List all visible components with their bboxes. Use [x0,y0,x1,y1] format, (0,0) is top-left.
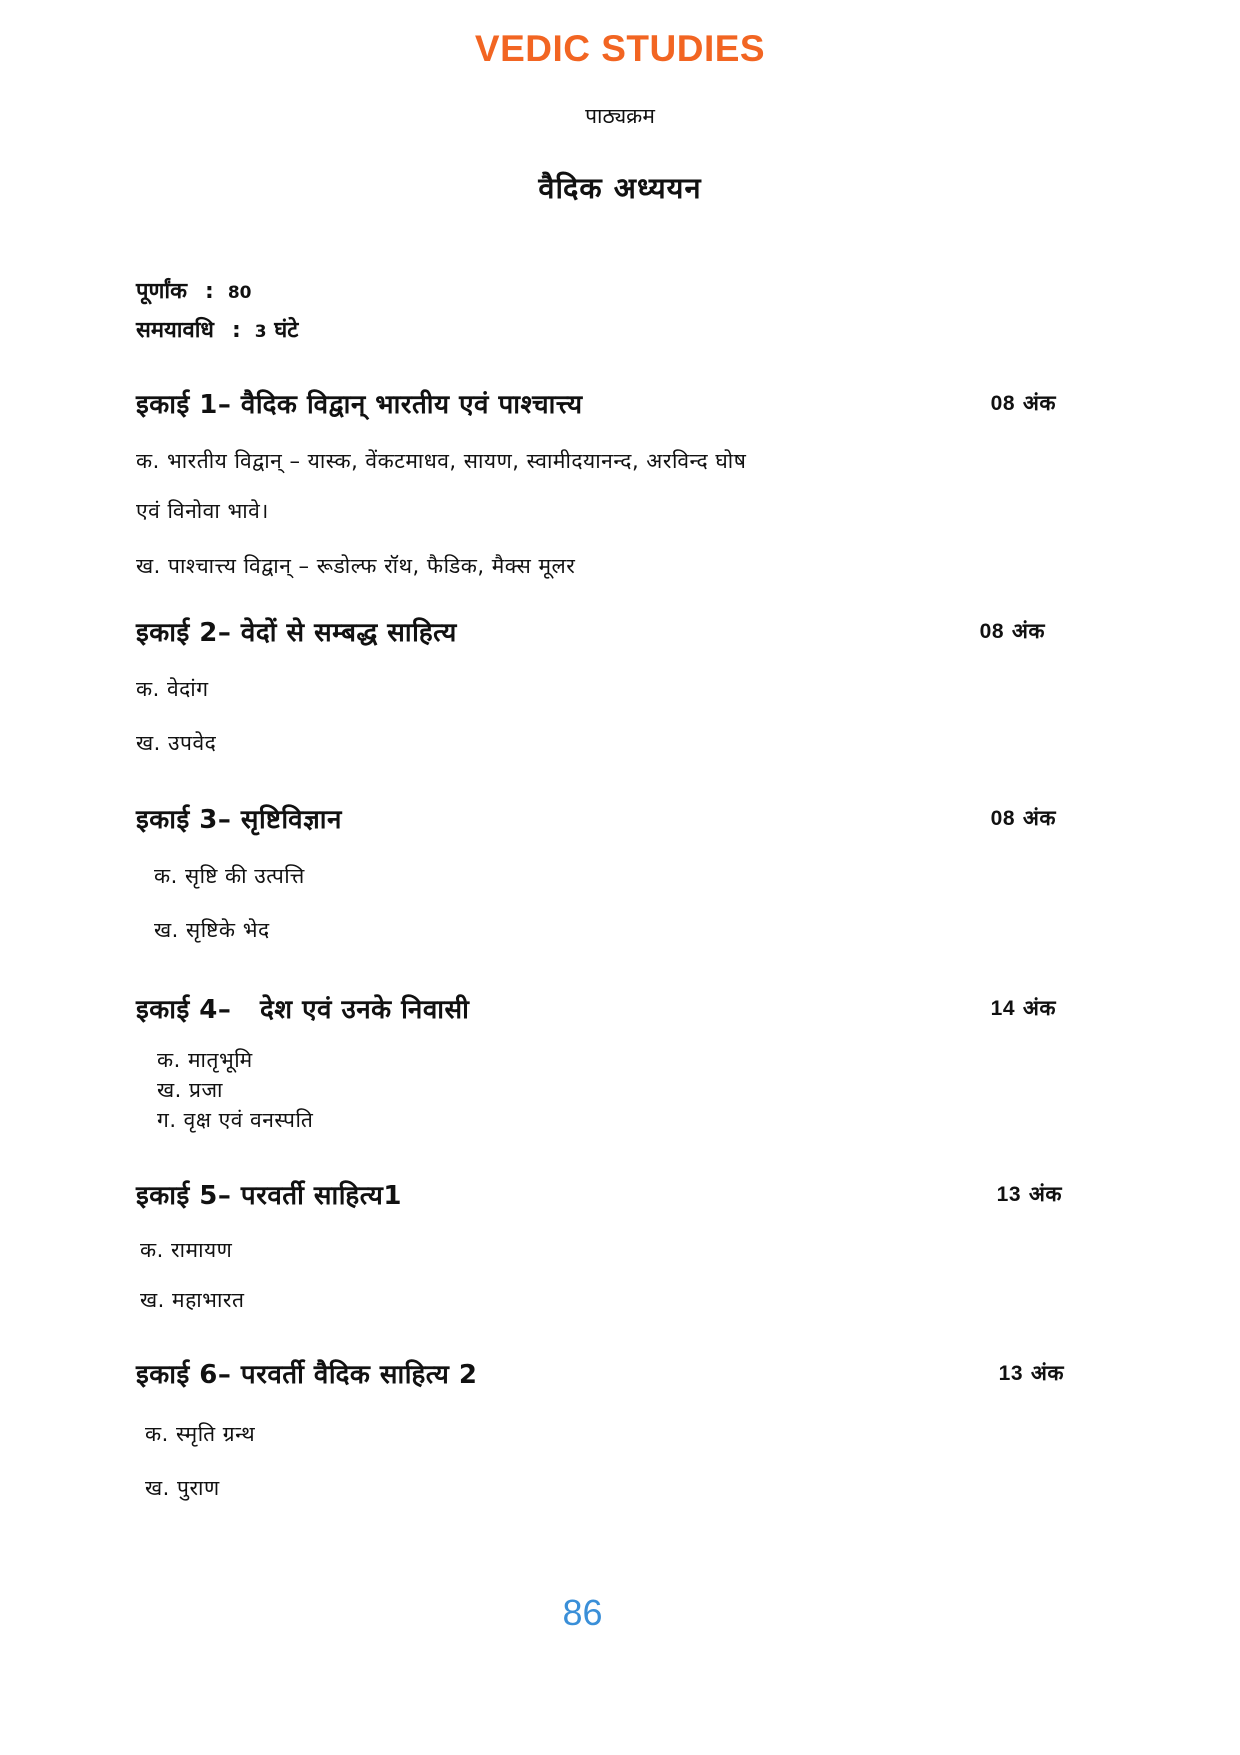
unit-1-title: इकाई 1– वैदिक विद्वान् भारतीय एवं पाश्चात्त्य [136,390,583,420]
page-number: 86 [562,1592,603,1633]
full-marks-value: 80 [227,283,252,303]
unit-3-marks-unit: अंक [1022,806,1056,830]
unit-2-marks-value: 08 [979,620,1005,643]
unit-3-marks [991,804,1056,832]
unit-3-item-1: क. सृष्टि की उत्पत्ति [154,864,305,888]
unit-1-item-1: क. भारतीय विद्वान् – यास्क, वेंकटमाधव, सायण, स्वामीदयानन्द, अरविन्द घोष [136,449,747,473]
unit-5-marks-unit: अंक [1028,1182,1062,1206]
unit-3-heading [136,800,1056,840]
unit-6-title: इकाई 6– परवर्ती वैदिक साहित्य 2 [136,1360,478,1390]
unit-6-heading [136,1355,1064,1395]
unit-1 [136,385,1056,425]
unit-1-marks [991,389,1056,417]
unit-4 [136,990,1056,1030]
unit-3-marks-value: 08 [990,807,1016,830]
unit-4-marks [991,994,1056,1022]
unit-6-item-1: क. स्मृति ग्रन्थ [145,1422,256,1446]
full-marks-separator: : [205,279,214,304]
unit-4-heading [136,990,1056,1030]
unit-4-title: इकाई 4– देश एवं उनके निवासी [136,995,470,1025]
unit-4-marks-value: 14 [990,997,1016,1020]
unit-6 [136,1355,1064,1395]
unit-3-title: इकाई 3– सृष्टिविज्ञान [136,805,342,835]
unit-1-item-3: ख. पाश्चात्त्य विद्वान् – रूडोल्फ रॉथ, फैडिक, मैक्स मूलर [136,554,576,578]
unit-5-marks-value: 13 [996,1183,1022,1206]
duration-unit: घंटे [274,318,299,343]
unit-4-item-2: ख. प्रजा [157,1078,223,1102]
unit-3 [136,800,1056,840]
unit-4-item-3: ग. वृक्ष एवं वनस्पति [157,1108,314,1132]
full-marks-label: पूर्णांक [136,279,187,304]
main-heading: वैदिक अध्ययन [538,171,702,205]
unit-6-marks-unit: अंक [1030,1361,1064,1385]
unit-5-item-1: क. रामायण [140,1238,233,1262]
unit-2-marks-unit: अंक [1011,619,1045,643]
unit-5-marks [997,1180,1062,1208]
duration-separator: : [231,318,241,343]
unit-5-heading [136,1176,1062,1216]
unit-3-item-2: ख. सृष्टिके भेद [154,918,270,942]
unit-2-marks [980,617,1045,645]
unit-6-item-2: ख. पुराण [145,1476,220,1500]
unit-1-item-2: एवं विनोवा भावे। [136,499,269,523]
unit-5-item-2: ख. महाभारत [140,1288,245,1312]
unit-1-heading [136,385,1056,425]
unit-2 [136,613,1056,653]
subtitle: पाठ्यक्रम [585,104,655,128]
unit-2-item-1: क. वेदांग [136,677,209,701]
duration-label: समयावधि [136,318,214,343]
unit-6-marks [999,1359,1064,1387]
full-marks-line [136,275,251,305]
unit-2-title: इकाई 2– वेदों से सम्बद्ध साहित्य [136,618,457,648]
page-title: VEDIC STUDIES [474,28,766,69]
unit-5-title: इकाई 5– परवर्ती साहित्य1 [136,1181,402,1211]
unit-2-heading [136,613,1056,653]
unit-5 [136,1176,1062,1216]
unit-2-item-2: ख. उपवेद [136,731,217,755]
duration-line [136,314,298,344]
unit-6-marks-value: 13 [998,1362,1024,1385]
unit-4-item-1: क. मातृभूमि [157,1048,253,1072]
unit-1-marks-value: 08 [990,392,1016,415]
unit-4-marks-unit: अंक [1022,996,1056,1020]
unit-1-marks-unit: अंक [1022,391,1056,415]
duration-value: 3 [254,322,267,342]
